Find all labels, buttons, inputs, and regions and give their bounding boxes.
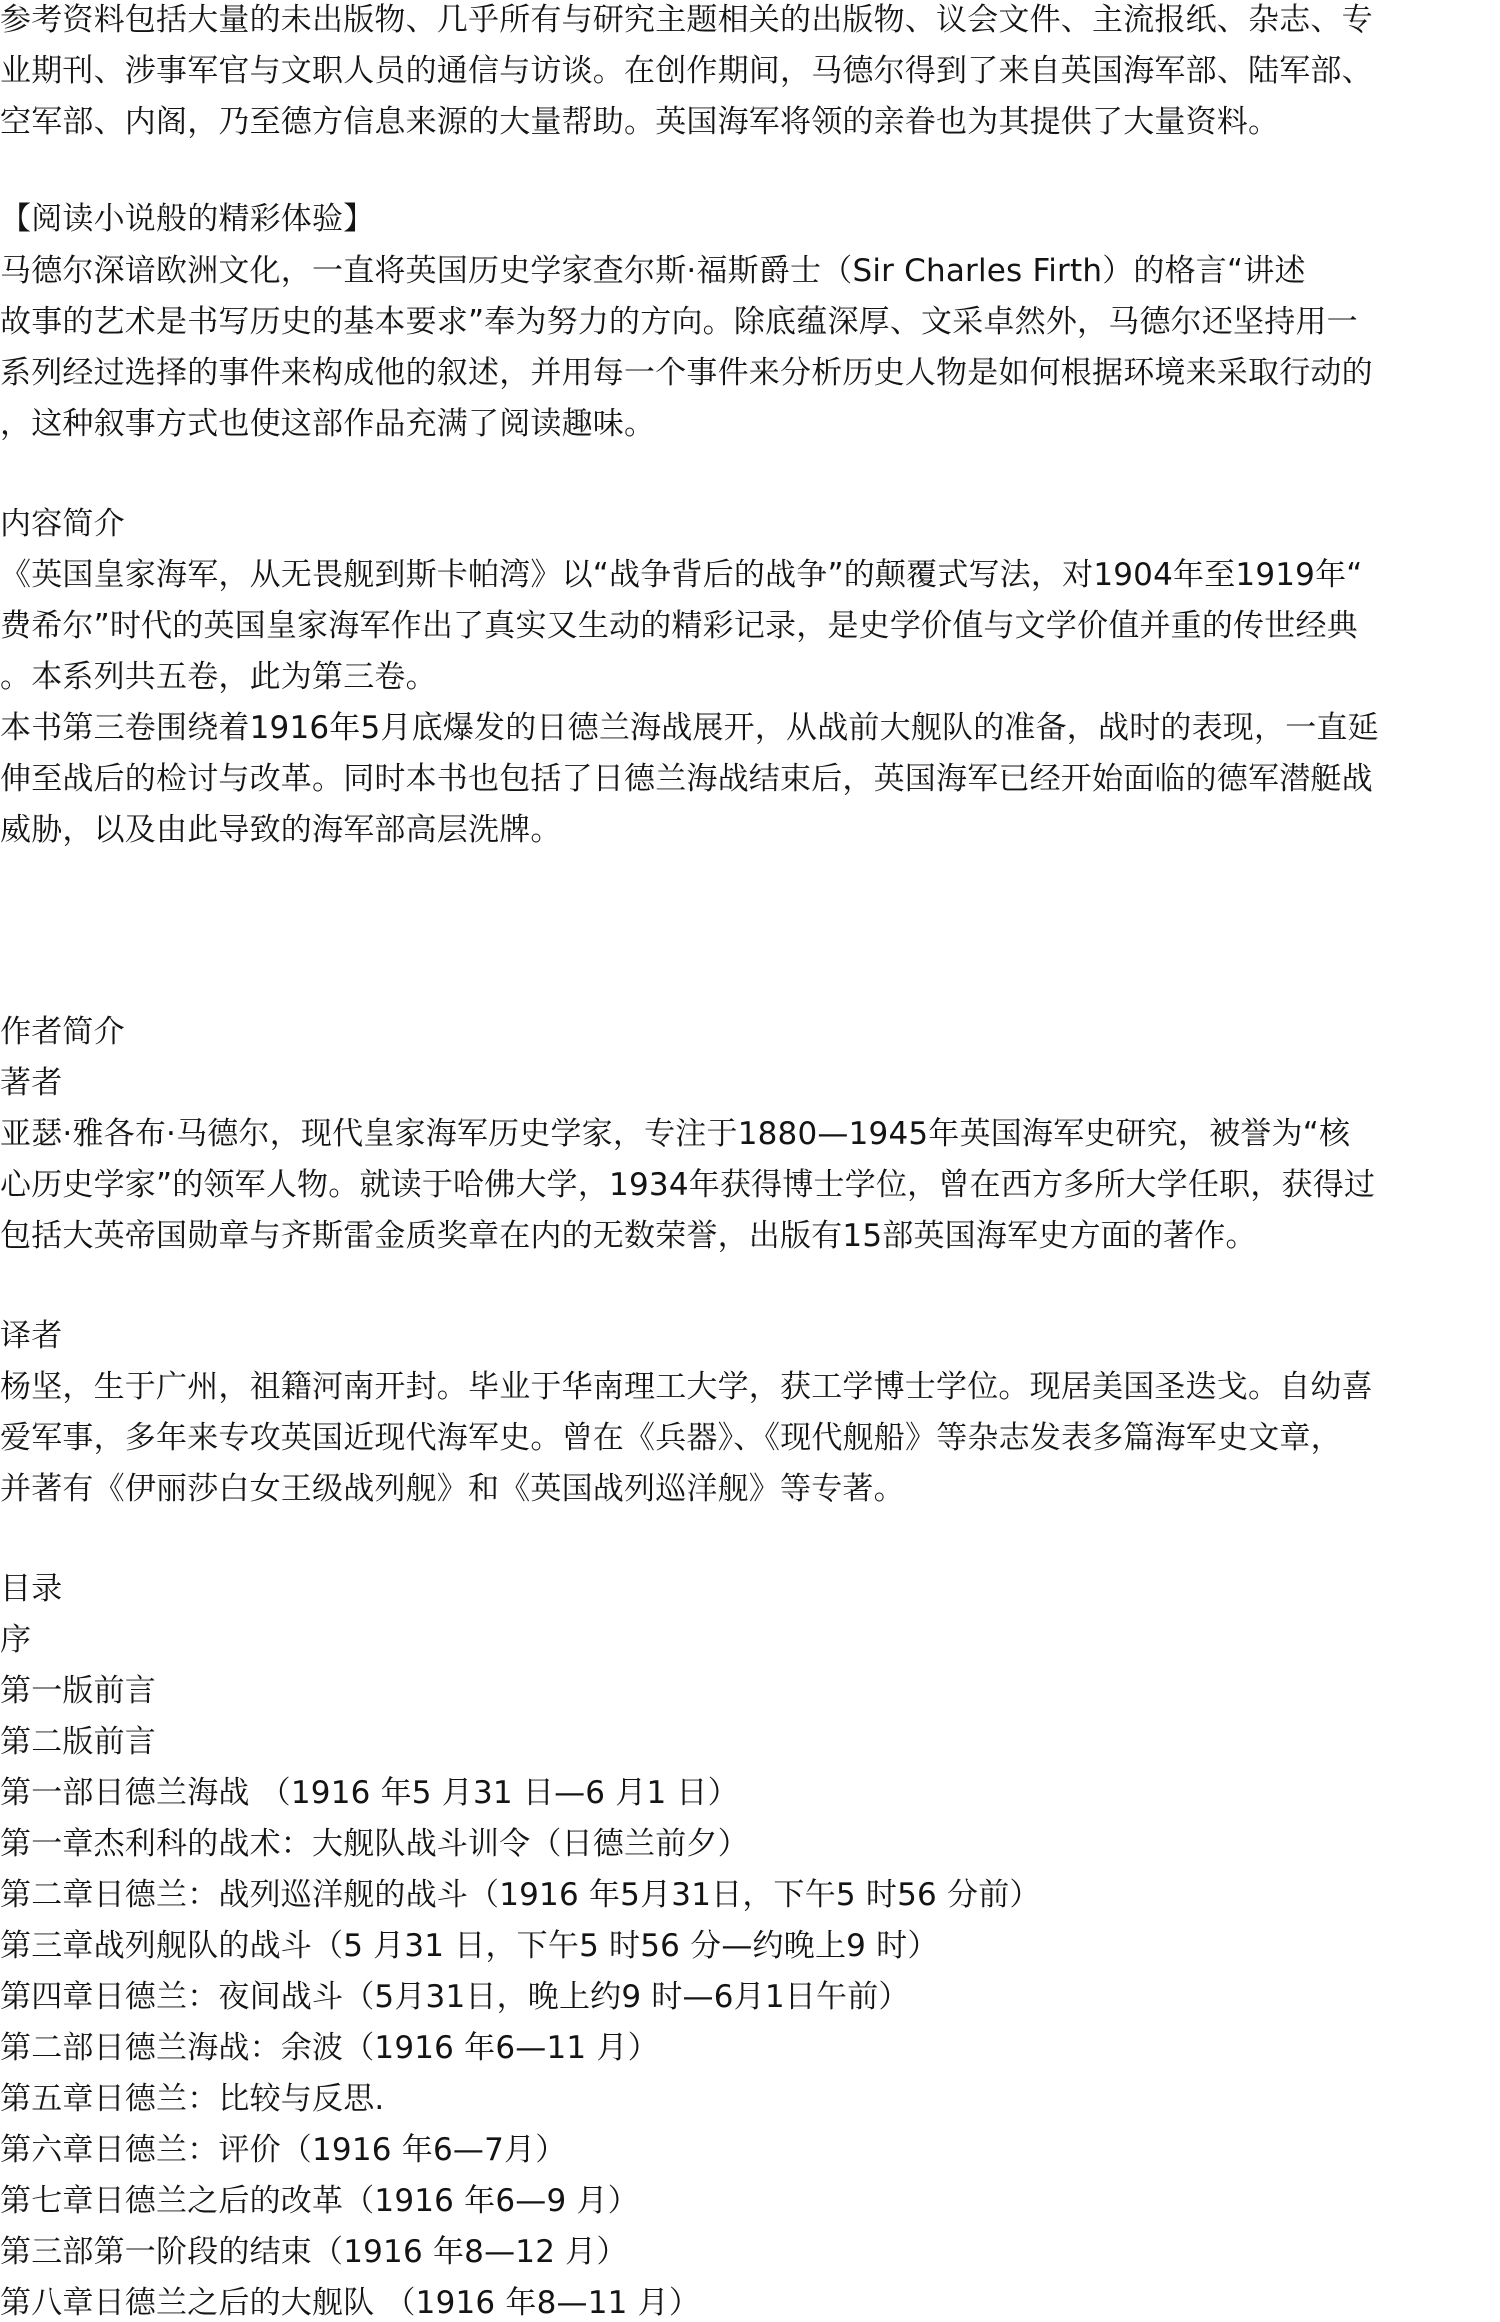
toc-item: 第八章日德兰之后的大舰队 （1916 年8—11 月） xyxy=(0,2285,701,2321)
text-line: 本书第三卷围绕着1916年5月底爆发的日德兰海战展开，从战前大舰队的准备，战时的表现，一直延 xyxy=(0,710,1379,746)
text-line: 《英国皇家海军，从无畏舰到斯卡帕湾》以“战争背后的战争”的颠覆式写法，对1904年至1919年“ xyxy=(0,557,1363,593)
text-line: 心历史学家”的领军人物。就读于哈佛大学，1934年获得博士学位，曾在西方多所大学任职，获得过 xyxy=(0,1167,1376,1203)
toc-item: 第四章日德兰：夜间战斗（5月31日，晚上约9 时—6月1日午前） xyxy=(0,1979,910,2015)
text-line: 故事的艺术是书写历史的基本要求”奉为努力的方向。除底蕴深厚、文采卓然外，马德尔还坚持用一 xyxy=(0,304,1358,340)
text-line: 。本系列共五卷，此为第三卷。 xyxy=(0,659,437,695)
toc-item: 第二部日德兰海战：余波（1916 年6—11 月） xyxy=(0,2030,659,2066)
text-line: 伸至战后的检讨与改革。同时本书也包括了日德兰海战结束后，英国海军已经开始面临的德军潜艇战 xyxy=(0,761,1373,797)
text-line: 爱军事，多年来专攻英国近现代海军史。曾在《兵器》、《现代舰船》等杂志发表多篇海军史文章， xyxy=(0,1420,1342,1456)
toc-item: 第一版前言 xyxy=(0,1673,156,1709)
toc-item: 第一部日德兰海战 （1916 年5 月31 日—6 月1 日） xyxy=(0,1775,739,1811)
toc-item: 第二版前言 xyxy=(0,1724,156,1760)
text-line: ，这种叙事方式也使这部作品充满了阅读趣味。 xyxy=(0,406,656,442)
section-heading: 作者简介 xyxy=(0,1014,125,1050)
text-line: 并著有《伊丽莎白女王级战列舰》和《英国战列巡洋舰》等专著。 xyxy=(0,1471,905,1507)
text-line: 参考资料包括大量的未出版物、几乎所有与研究主题相关的出版物、议会文件、主流报纸、杂志、专 xyxy=(0,2,1373,38)
text-line: 马德尔深谙欧洲文化，一直将英国历史学家查尔斯·福斯爵士（Sir Charles Firth）的格言“讲述 xyxy=(0,253,1306,289)
toc-item: 序 xyxy=(0,1622,32,1658)
toc-item: 第五章日德兰：比较与反思. xyxy=(0,2081,385,2117)
text-line: 威胁，以及由此导致的海军部高层洗牌。 xyxy=(0,812,562,848)
toc-item: 第六章日德兰：评价（1916 年6—7月） xyxy=(0,2132,567,2168)
toc-item: 第七章日德兰之后的改革（1916 年6—9 月） xyxy=(0,2183,639,2219)
toc-item: 第三章战列舰队的战斗（5 月31 日，下午5 时56 分—约晚上9 时） xyxy=(0,1928,939,1964)
section-heading: 【阅读小说般的精彩体验】 xyxy=(0,201,375,237)
text-line: 亚瑟·雅各布·马德尔，现代皇家海军历史学家，专注于1880—1945年英国海军史研究，被誉为“核 xyxy=(0,1116,1351,1152)
text-line: 费希尔”时代的英国皇家海军作出了真实又生动的精彩记录，是史学价值与文学价值并重的传世经典 xyxy=(0,608,1358,644)
text-line: 系列经过选择的事件来构成他的叙述，并用每一个事件来分析历史人物是如何根据环境来采取行动的 xyxy=(0,355,1373,391)
toc-item: 第一章杰利科的战术：大舰队战斗训令（日德兰前夕） xyxy=(0,1826,749,1862)
toc-item: 第二章日德兰：战列巡洋舰的战斗（1916 年5月31日，下午5 时56 分前） xyxy=(0,1877,1041,1913)
section-heading: 内容简介 xyxy=(0,506,125,542)
toc-heading: 目录 xyxy=(0,1571,63,1607)
text-line: 业期刊、涉事军官与文职人员的通信与访谈。在创作期间，马德尔得到了来自英国海军部、陆军部、 xyxy=(0,53,1373,89)
text-line: 空军部、内阁，乃至德方信息来源的大量帮助。英国海军将领的亲眷也为其提供了大量资料。 xyxy=(0,104,1280,140)
text-line: 包括大英帝国勋章与齐斯雷金质奖章在内的无数荣誉，出版有15部英国海军史方面的著作。 xyxy=(0,1218,1257,1254)
toc-item: 第三部第一阶段的结束（1916 年8—12 月） xyxy=(0,2234,628,2270)
subsection-heading: 著者 xyxy=(0,1065,63,1101)
text-line: 杨坚，生于广州，祖籍河南开封。毕业于华南理工大学，获工学博士学位。现居美国圣迭戈。自幼喜 xyxy=(0,1369,1373,1405)
subsection-heading: 译者 xyxy=(0,1318,63,1354)
